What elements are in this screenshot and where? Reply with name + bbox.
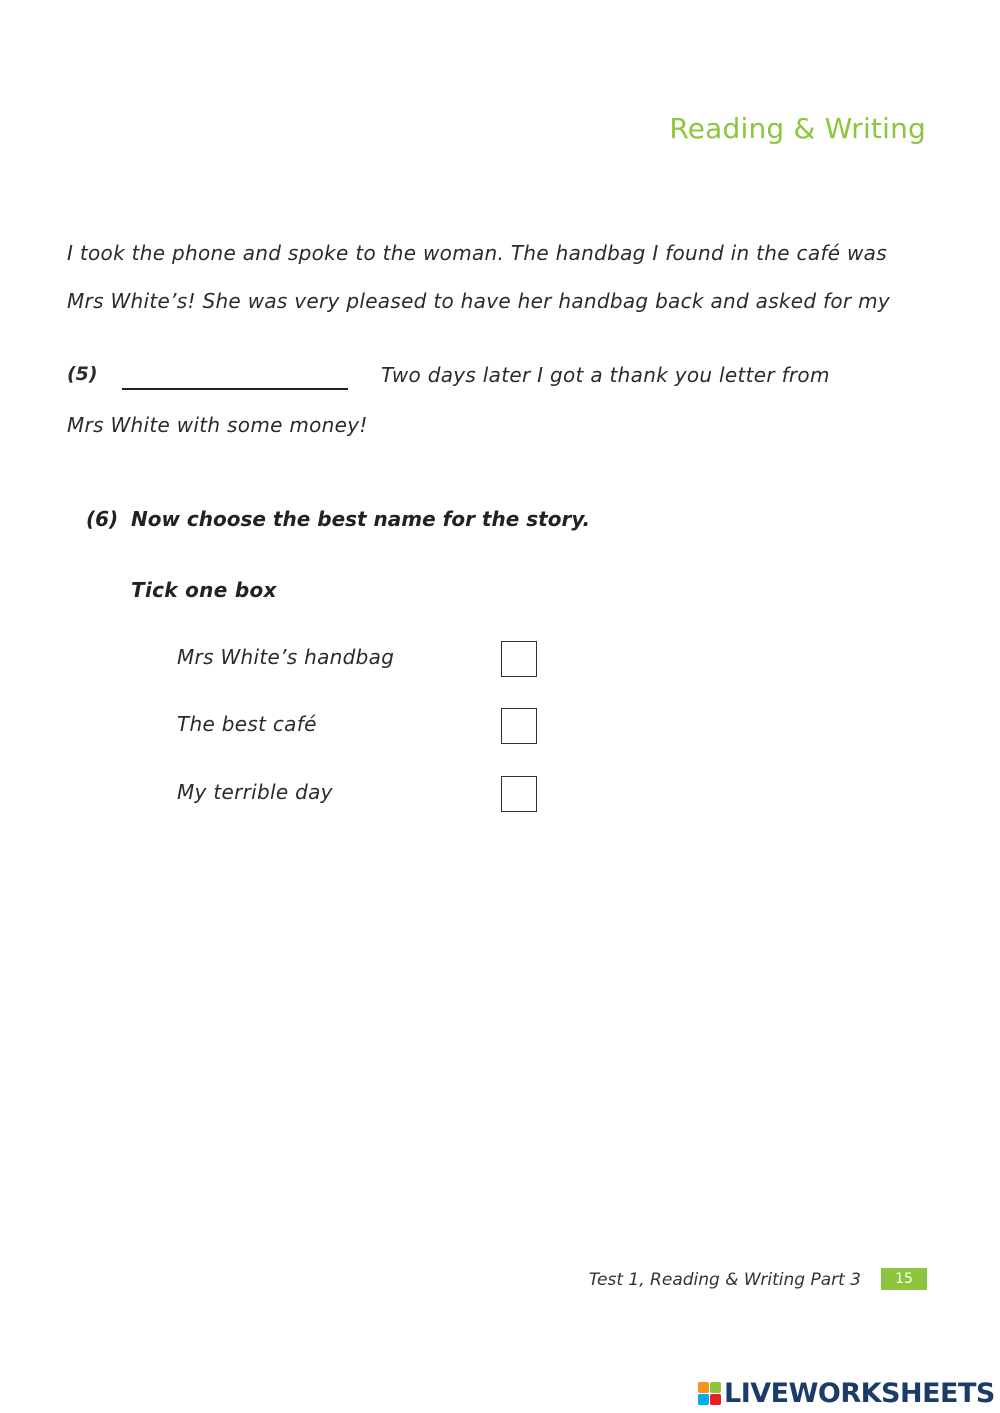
liveworksheets-watermark <box>698 1376 995 1410</box>
logo-square-4 <box>710 1394 721 1405</box>
logo-square-1 <box>698 1382 709 1393</box>
story-line-4: Mrs White with some money! <box>67 413 368 437</box>
tick-box-option-2[interactable] <box>501 708 537 744</box>
story-line-1: I took the phone and spoke to the woman. The handbag I found in the café was <box>67 241 887 265</box>
liveworksheets-brand: LIVEWORKSHEETS <box>724 1377 995 1409</box>
story-line-3: Two days later I got a thank you letter from <box>381 363 830 387</box>
story-line-2: Mrs White’s! She was very pleased to have her handbag back and asked for my <box>67 289 891 313</box>
tick-instruction: Tick one box <box>131 578 277 602</box>
footer-test-label: Test 1, Reading & Writing Part 3 <box>588 1270 861 1290</box>
logo-square-3 <box>698 1394 709 1405</box>
tick-box-option-3[interactable] <box>501 776 537 812</box>
section-title: Reading & Writing <box>669 112 926 145</box>
page-number-badge: 15 <box>881 1268 927 1290</box>
option-label: My terrible day <box>177 780 333 804</box>
answer-line-5[interactable] <box>122 388 348 390</box>
liveworksheets-logo-icon <box>698 1382 721 1405</box>
question-6 <box>86 507 590 531</box>
question-6-text: Now choose the best name for the story. <box>131 507 591 531</box>
gap-number-5: (5) <box>67 363 98 385</box>
tick-box-option-1[interactable] <box>501 641 537 677</box>
question-6-number: (6) <box>86 507 119 531</box>
option-label: Mrs White’s handbag <box>177 645 395 669</box>
logo-square-2 <box>710 1382 721 1393</box>
option-label: The best café <box>177 712 317 736</box>
